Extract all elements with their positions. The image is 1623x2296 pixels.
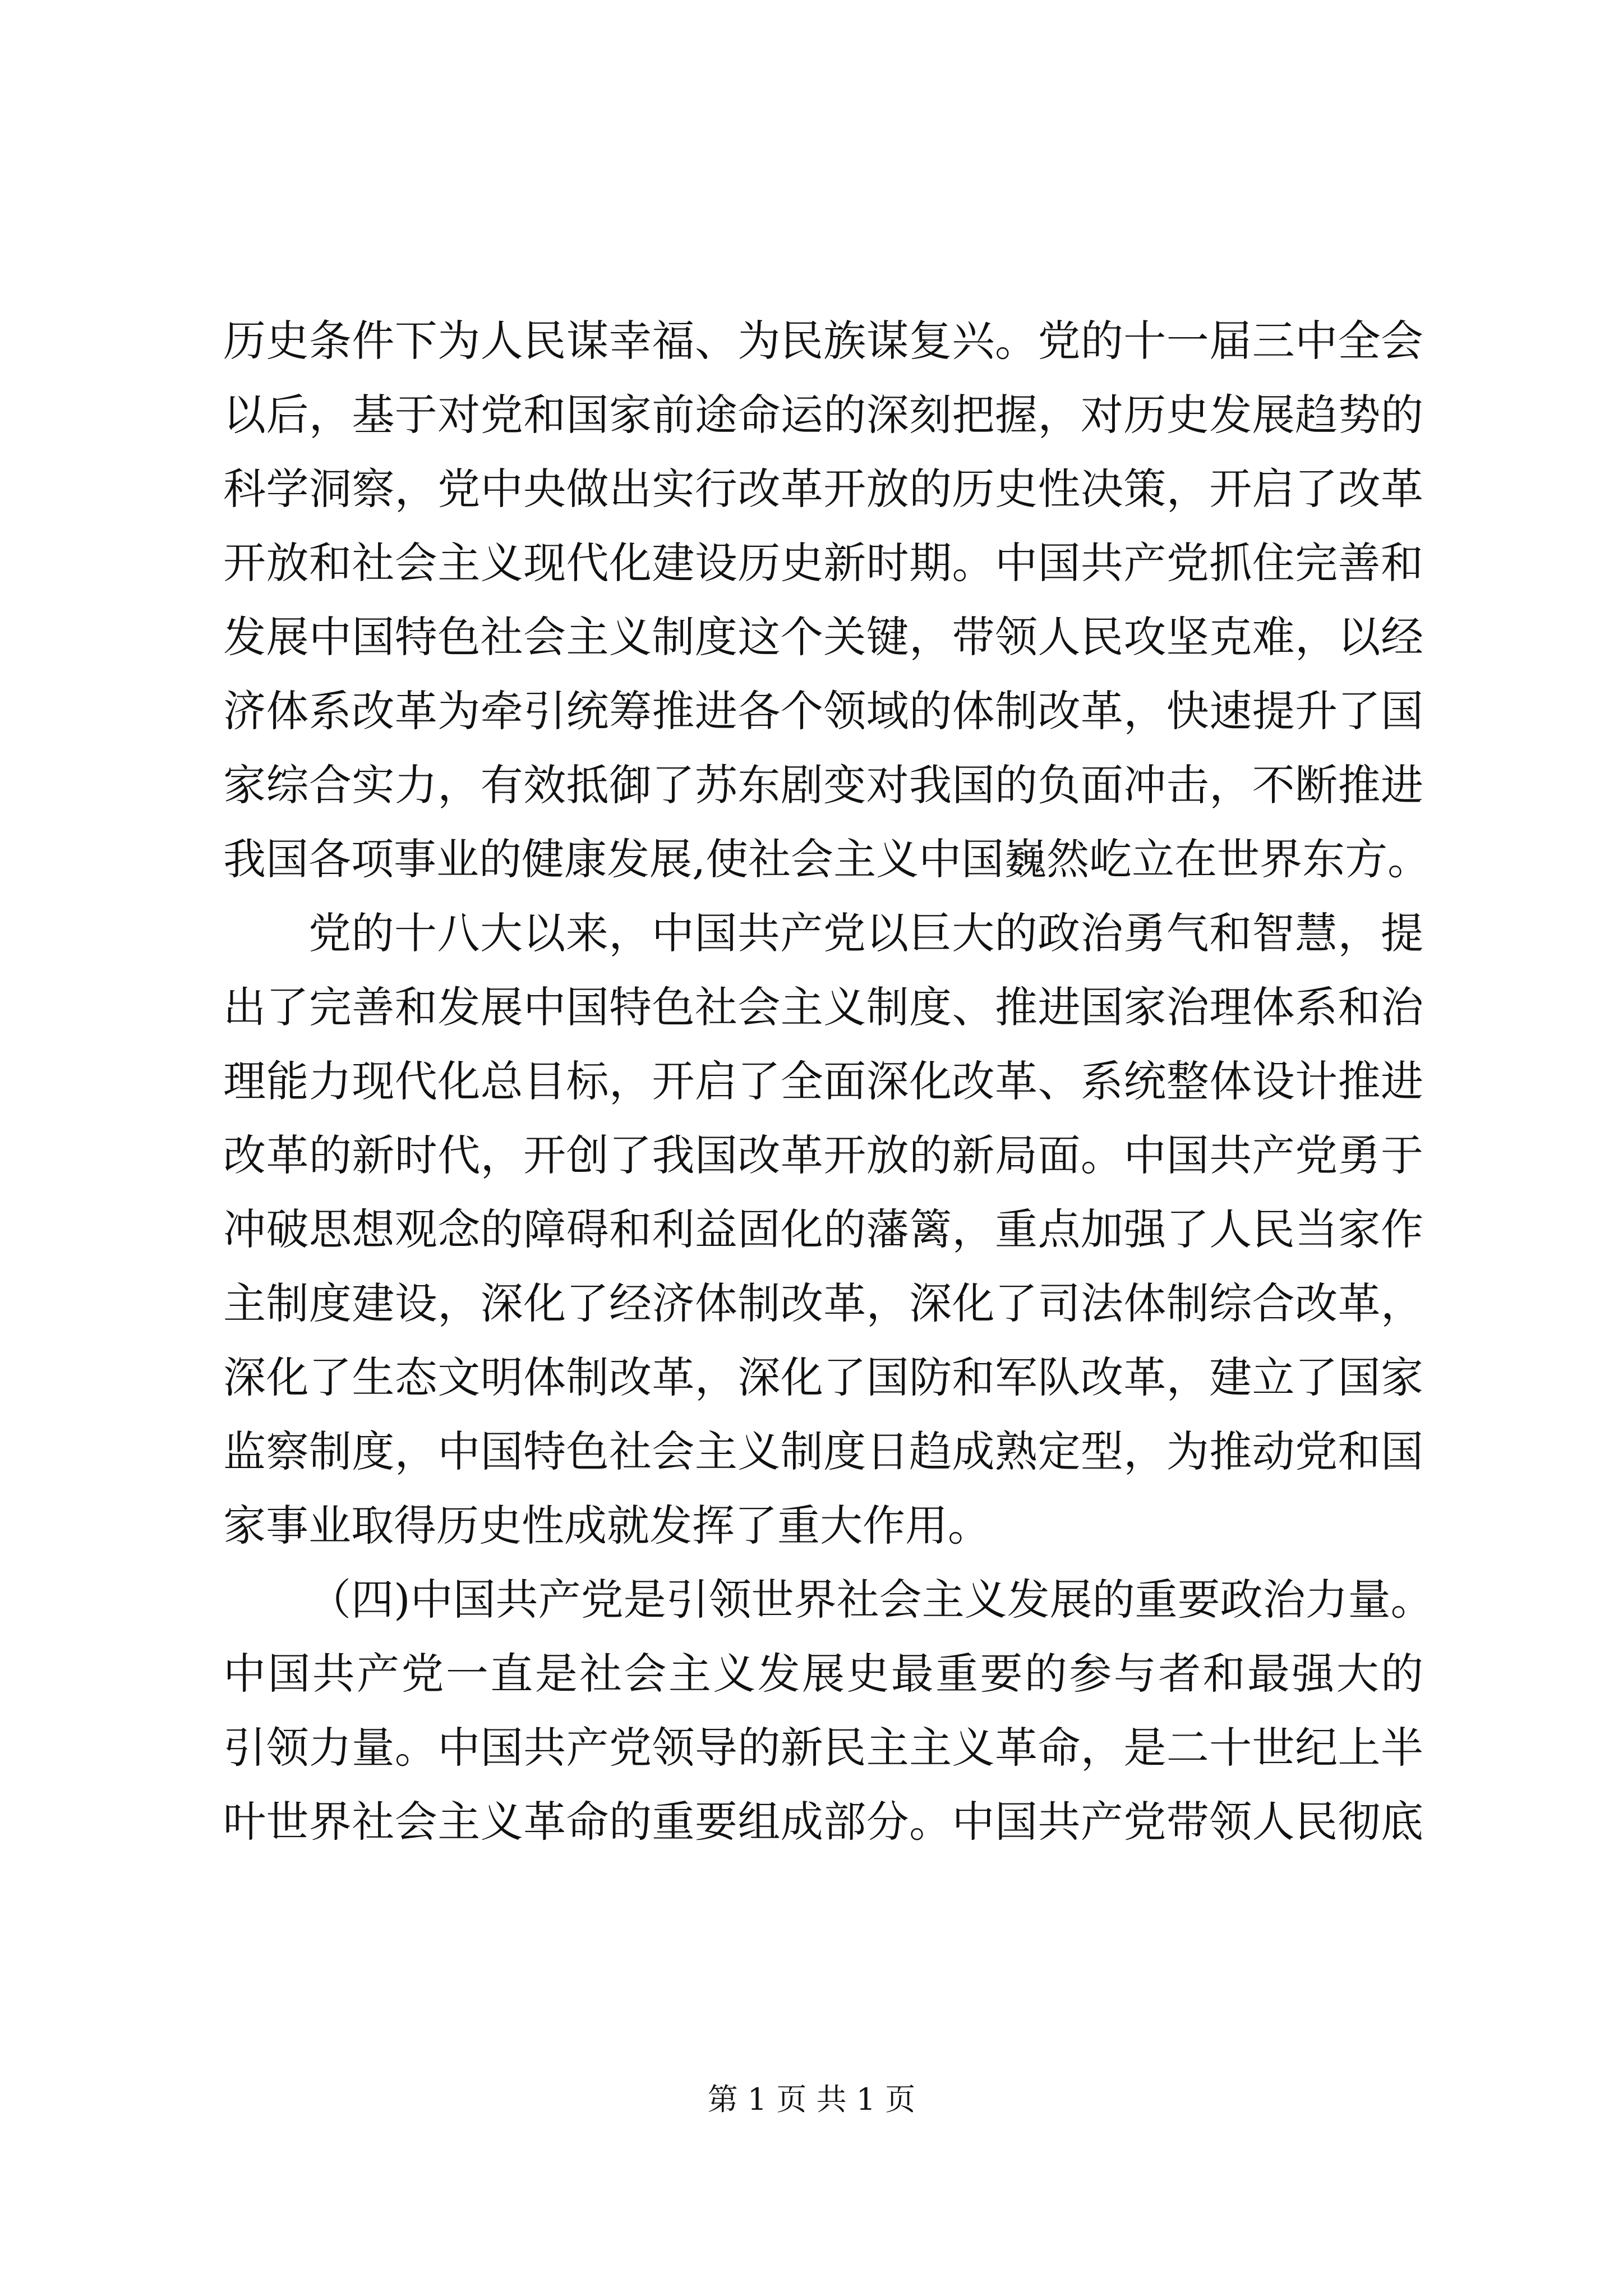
text-line: 出了完善和发展中国特色社会主义制度、推进国家治理体系和治 [223, 982, 1423, 1032]
text-line: 以后，基于对党和国家前途命运的深刻把握，对历史发展趋势的 [223, 390, 1423, 440]
page-footer: 第 1 页 共 1 页 [707, 2082, 916, 2117]
text-line: 发展中国特色社会主义制度这个关键，带领人民攻坚克难，以经 [223, 612, 1423, 662]
text-line: 家综合实力，有效抵御了苏东剧变对我国的负面冲击，不断推进 [223, 760, 1423, 810]
text-line: 开放和社会主义现代化建设历史新时期。中国共产党抓住完善和 [223, 538, 1423, 588]
text-line: 科学洞察，党中央做出实行改革开放的历史性决策，开启了改革 [223, 464, 1423, 514]
text-line: 济体系改革为牵引统筹推进各个领域的体制改革，快速提升了国 [223, 686, 1423, 736]
text-line: 叶世界社会主义革命的重要组成部分。中国共产党带领人民彻底 [223, 1797, 1423, 1847]
text-line: 中国共产党一直是社会主义发展史最重要的参与者和最强大的 [223, 1649, 1423, 1699]
text-line: 监察制度，中国特色社会主义制度日趋成熟定型，为推动党和国 [223, 1427, 1423, 1476]
paragraph-first-line: 党的十八大以来，中国共产党以巨大的政治勇气和智慧，提 [308, 908, 1423, 958]
text-line: 历史条件下为人民谋幸福、为民族谋复兴。党的十一届三中全会 [223, 316, 1423, 366]
text-line: 冲破思想观念的障碍和利益固化的藩篱，重点加强了人民当家作 [223, 1204, 1423, 1254]
body-text [223, 304, 1433, 1859]
text-line: 深化了生态文明体制改革，深化了国防和军队改革，建立了国家 [223, 1352, 1423, 1402]
text-line: 引领力量。中国共产党领导的新民主主义革命，是二十世纪上半 [223, 1723, 1423, 1773]
text-line: 理能力现代化总目标，开启了全面深化改革、系统整体设计推进 [223, 1056, 1423, 1106]
text-line: 改革的新时代，开创了我国改革开放的新局面。中国共产党勇于 [223, 1130, 1423, 1180]
paragraph-last-line: 家事业取得历史性成就发挥了重大作用。 [223, 1501, 990, 1550]
section-heading-line: （四)中国共产党是引领世界社会主义发展的重要政治力量。 [308, 1575, 1433, 1625]
text-line: 我国各项事业的健康发展,使社会主义中国巍然屹立在世界东方。 [223, 834, 1431, 884]
text-line: 主制度建设，深化了经济体制改革，深化了司法体制综合改革， [223, 1278, 1423, 1328]
